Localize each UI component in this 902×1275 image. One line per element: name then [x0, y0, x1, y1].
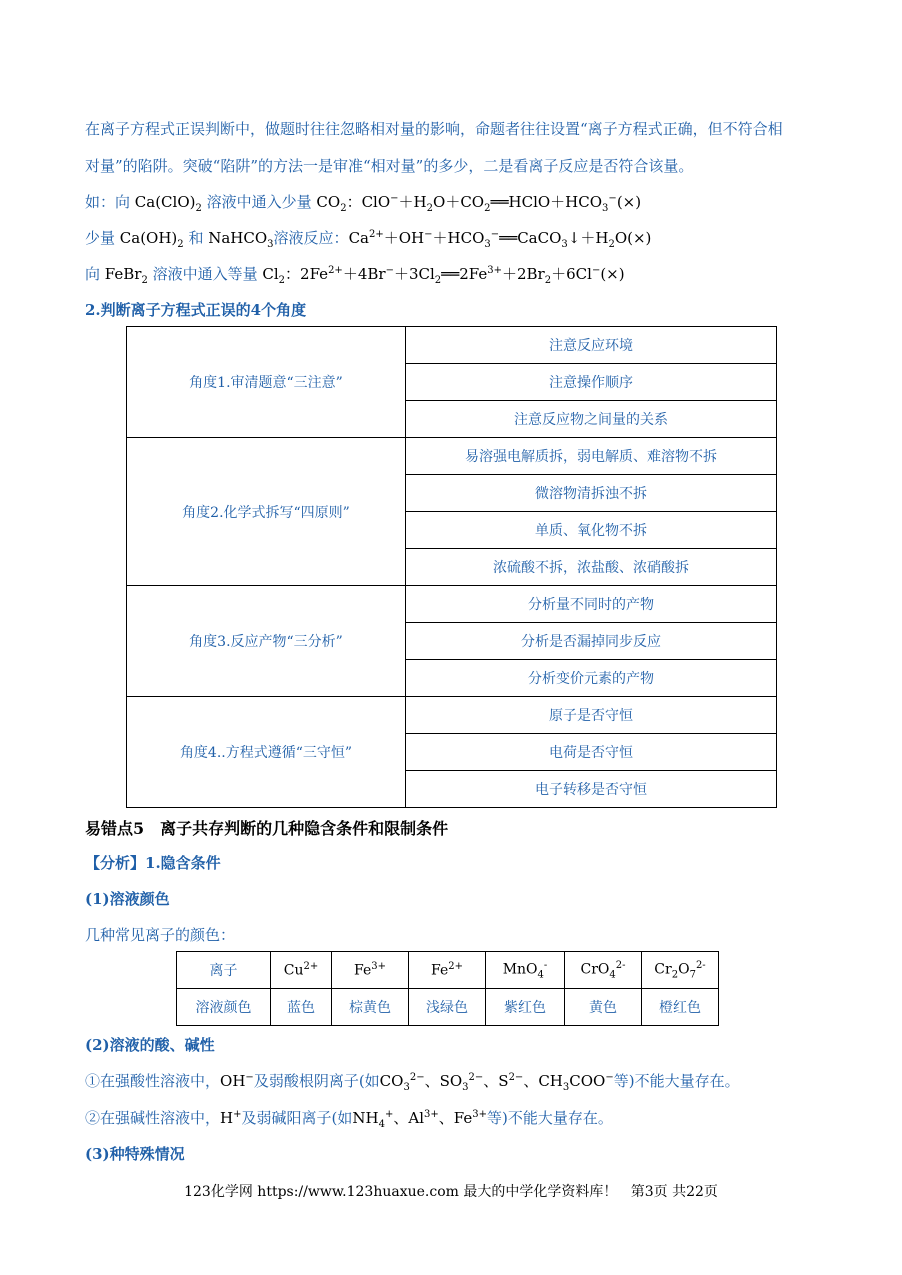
colors-intro: 几种常见离子的颜色： — [85, 926, 236, 944]
angle-item: 电荷是否守恒 — [406, 734, 777, 771]
angle-category: 角度1.审清题意“三注意” — [127, 327, 406, 438]
angle-item: 电子转移是否守恒 — [406, 771, 777, 808]
angle-item: 分析量不同时的产物 — [406, 586, 777, 623]
angle-item: 原子是否守恒 — [406, 697, 777, 734]
circled-1-icon: ① — [85, 1072, 101, 1090]
angle-category: 角度3.反应产物“三分析” — [127, 586, 406, 697]
angle-category: 角度2.化学式拆写“四原则” — [127, 438, 406, 586]
color-cell: 浅绿色 — [409, 989, 486, 1026]
example-1-mid: 溶液中通入少量 — [206, 193, 312, 211]
example-1-prefix: 如：向 — [85, 193, 131, 211]
example-2-prefix: 少量 — [85, 229, 116, 247]
angle-item: 浓硫酸不拆，浓盐酸、浓硝酸拆 — [406, 549, 777, 586]
color-cell: 蓝色 — [271, 989, 332, 1026]
analysis-title: 1.隐含条件 — [145, 854, 221, 872]
acid-text-3: 等)不能大量存在。 — [613, 1072, 740, 1090]
section-2-title: 2.判断离子方程式正误的4个角度 — [85, 301, 307, 319]
base-text-3: 等)不能大量存在。 — [486, 1109, 613, 1127]
example-3-prefix: 向 — [85, 265, 101, 283]
example-2-mid2: 溶液反应： — [273, 229, 349, 247]
intro-line-1: 在离子方程式正误判断中，做题时往往忽略相对量的影响，命题者往往设置“离子方程式正确，但不符合相 — [85, 120, 783, 138]
acid-rule: ①在强酸性溶液中，OH−及弱酸根阴离子(如$CO_3^{2-}$、$SO_3^{2-}$、$S^{2-}$、$CH_3COO^-$等)不能大量存在。 — [85, 1072, 740, 1093]
subsection-2-title: (2)溶液的酸、碱性 — [85, 1036, 215, 1054]
ion-cell: MnO$_4$- — [486, 952, 565, 989]
footer-url[interactable]: https://www.123huaxue.com — [257, 1184, 459, 1200]
intro-line-2: 对量”的陷阱。突破“陷阱”的方法一是审准“相对量”的多少，二是看离子反应是否符合该量。 — [85, 157, 694, 175]
table-row — [177, 989, 719, 1026]
analysis-heading — [85, 852, 221, 873]
table-row — [127, 697, 777, 734]
angle-item: 注意反应物之间量的关系 — [406, 401, 777, 438]
angle-item: 微溶物清拆浊不拆 — [406, 475, 777, 512]
table-row — [177, 952, 719, 989]
subsection-1-title: (1)溶液颜色 — [85, 890, 170, 908]
ion-cell: CrO$_4^{2-}$ — [565, 952, 642, 989]
color-cell: 紫红色 — [486, 989, 565, 1026]
ion-cell: $Cu^{2+}$ — [271, 952, 332, 989]
footer-slogan: 最大的中学化学资料库！ — [463, 1184, 618, 1200]
angle-item: 易溶强电解质拆，弱电解质、难溶物不拆 — [406, 438, 777, 475]
angle-item: 分析变价元素的产物 — [406, 660, 777, 697]
ion-cell: $Fe^{2+}$ — [409, 952, 486, 989]
header-cell: 溶液颜色 — [177, 989, 271, 1026]
footer-site: 123化学网 — [184, 1184, 253, 1200]
subsection-3-title: (3)种特殊情况 — [85, 1145, 185, 1163]
table-row — [127, 586, 777, 623]
angle-category: 角度4..方程式遵循“三守恒” — [127, 697, 406, 808]
example-3-mid: 溶液中通入等量 — [152, 265, 258, 283]
example-3: 向 FeBr$_2$ 溶液中通入等量 $Cl_2$：$2Fe^{2+}+4Br^-+3Cl_2══2Fe^{3+}+2Br_2+6Cl^-(\times)$ — [85, 265, 625, 286]
base-text-1: 在强碱性溶液中， — [100, 1109, 221, 1127]
ion-cell: $Fe^{3+}$ — [332, 952, 409, 989]
angle-item: 注意操作顺序 — [406, 364, 777, 401]
example-2: 少量 $Ca(OH)_2$ 和 NaHCO$_3$溶液反应：$Ca^{2+}+OH^-+HCO_3^-══CaCO_3↓+H_2O(\times)$ — [85, 229, 652, 250]
example-2-mid: 和 — [188, 229, 204, 247]
analysis-bracket: 【分析】 — [85, 854, 146, 872]
footer-page: 第3页 共22页 — [630, 1184, 718, 1200]
table-row — [127, 438, 777, 475]
header-cell: 离子 — [177, 952, 271, 989]
circled-2-icon: ② — [85, 1109, 101, 1127]
angle-item: 分析是否漏掉同步反应 — [406, 623, 777, 660]
angle-item: 注意反应环境 — [406, 327, 777, 364]
acid-text-2: 及弱酸根阴离子(如 — [253, 1072, 380, 1090]
ion-cell: $Cr_2O_7^{2-}$ — [642, 952, 719, 989]
table-row — [127, 327, 777, 364]
base-rule: ②在强碱性溶液中，H+及弱碱阳离子(如$NH_4^+$、$Al^{3+}$、$Fe^{3+}$等)不能大量存在。 — [85, 1109, 613, 1130]
color-cell: 橙红色 — [642, 989, 719, 1026]
acid-text-1: 在强酸性溶液中， — [100, 1072, 221, 1090]
section-5-title: 易错点5 离子共存判断的几种隐含条件和限制条件 — [85, 819, 449, 838]
example-1: 如：向 $Ca(ClO)_2$ 溶液中通入少量 $CO_2$：$ClO^-+H_2O+CO_2══HClO+HCO_3^-(\times)$ — [85, 193, 642, 214]
color-cell: 黄色 — [565, 989, 642, 1026]
angle-table — [126, 326, 777, 808]
page-footer — [0, 1181, 902, 1201]
base-text-2: 及弱碱阳离子(如 — [241, 1109, 353, 1127]
ion-color-table — [176, 951, 719, 1026]
angle-item: 单质、氧化物不拆 — [406, 512, 777, 549]
color-cell: 棕黄色 — [332, 989, 409, 1026]
